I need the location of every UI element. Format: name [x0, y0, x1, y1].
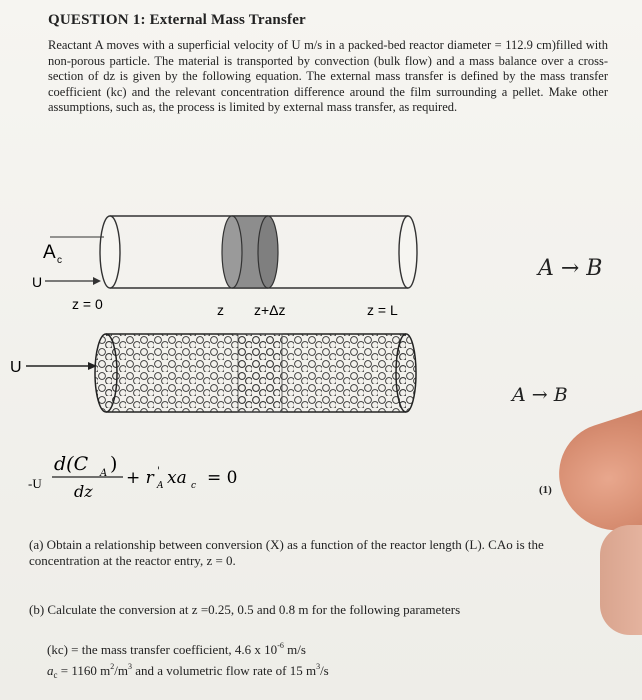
param2-value: = 1160 m	[57, 663, 111, 678]
eq-rate-sub: A	[157, 481, 164, 491]
z0-label: z = 0	[72, 296, 103, 312]
mass-balance-equation	[28, 453, 237, 501]
eq-equals-zero: = 0	[207, 468, 238, 488]
upper-arrow-head	[93, 277, 101, 285]
param2-a-sub: c	[53, 670, 58, 680]
question-body: Reactant A moves with a superficial velocity of U m/s in a packed-bed reactor diameter = 112.9 cm)filled with non-porous particle. The material is transported by convection (bulk flow) and a mass balance over a cross-section of dz is given by the following equation. The external mass transfer is defined by the mass transfer coefficient (kc) and the relevant concentration difference around the film surrounding a pellet. Make other assumptions, such as, the process is limited by external mass transfer, as required.	[48, 38, 608, 115]
area-label: A	[43, 242, 56, 263]
z-dz-label: z+Δz	[254, 302, 286, 318]
eq-ac-sub: c	[191, 481, 197, 491]
part-a-text: (a) Obtain a relationship between conversion (X) as a function of the reactor length (L). CAo is the concentration at the reactor entry, z = 0.	[29, 537, 544, 568]
param1-text: (kc) = the mass transfer coefficient, 4.6 x 10	[47, 642, 278, 657]
question-title: QUESTION 1: External Mass Transfer	[48, 12, 306, 28]
param2-sup2: 3	[127, 662, 132, 671]
part-b-text: (b) Calculate the conversion at z =0.25, 0.5 and 0.8 m for the following parameters	[29, 602, 461, 617]
param2-flow-unit: /s	[320, 663, 329, 678]
packed-bed-tube	[95, 334, 416, 412]
eq-rate-sup: '	[157, 466, 160, 477]
eq-xa-term: xa	[167, 468, 187, 488]
reaction-label-upper: A → B	[538, 256, 603, 281]
upper-tube	[100, 216, 417, 288]
param-mass-transfer-coefficient	[47, 641, 306, 658]
lower-velocity-label: U	[10, 359, 22, 376]
eq-numerator-close: )	[110, 453, 118, 475]
param2-per: /m	[114, 663, 128, 678]
upper-velocity-label: U	[32, 274, 43, 290]
param2-sup1: 2	[110, 662, 115, 671]
param1-unit: m/s	[283, 642, 306, 657]
param-area-flowrate	[47, 662, 329, 680]
equation-number: (1)	[539, 484, 552, 496]
eq-denominator: dz	[74, 482, 93, 501]
zL-label: z = L	[367, 302, 398, 318]
eq-numerator-sub: A	[100, 468, 108, 479]
param2-a: a	[47, 663, 54, 678]
param1-exponent: -6	[277, 641, 284, 650]
reaction-label-lower: A → B	[512, 384, 568, 406]
area-subscript: c	[57, 255, 62, 266]
z-label: z	[217, 302, 224, 318]
eq-minus-u: -U	[28, 476, 42, 491]
param2-flow: and a volumetric flow rate of 15 m	[131, 663, 317, 678]
eq-numerator: d(C	[54, 453, 89, 475]
eq-rate-term: + r	[126, 468, 154, 488]
param2-sup3: 3	[316, 662, 321, 671]
